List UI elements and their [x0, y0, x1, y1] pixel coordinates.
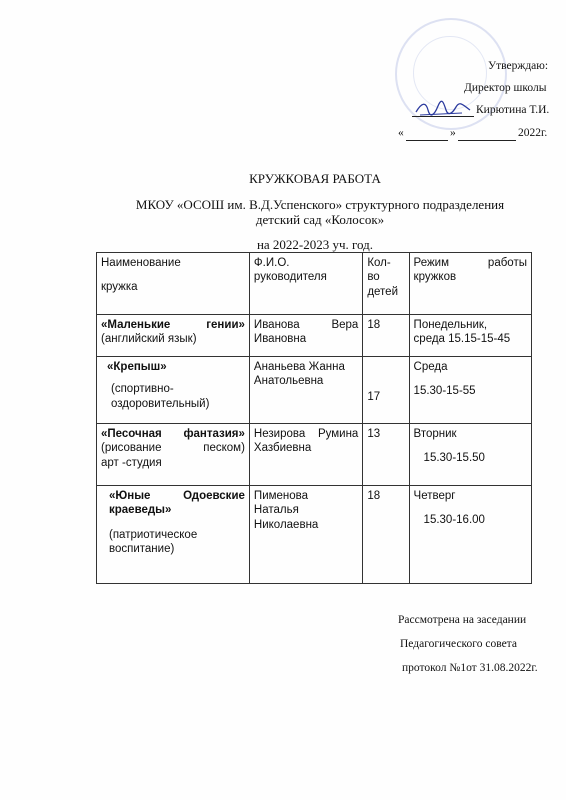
approval-position: Директор школы	[464, 82, 547, 94]
club-name-cell	[97, 424, 250, 486]
leader-line1: Незирова Румина	[253, 428, 359, 440]
club-name-cell	[97, 315, 250, 357]
club-name-cell	[97, 357, 250, 424]
header-leader	[249, 253, 362, 315]
header-name-line1: Наименование	[101, 257, 181, 269]
children-count: 17	[367, 391, 381, 403]
schedule-cell	[409, 424, 531, 486]
leader-line3: Николаевна	[253, 518, 319, 531]
header-name-line2: кружка	[101, 281, 138, 294]
leader-line2: Ивановна	[253, 333, 307, 346]
count-cell	[363, 357, 409, 424]
schedule-line1: Среда	[413, 361, 448, 373]
club-name: «Маленькие гении»	[101, 319, 245, 331]
leader-cell	[249, 315, 362, 357]
reviewed-note-line1: Рассмотрена на заседании	[398, 614, 527, 626]
header-club-name	[97, 253, 250, 315]
club-subtitle-line1: (патриотическое	[109, 528, 198, 541]
count-cell	[363, 424, 409, 486]
schedule-line1: Четверг	[413, 490, 456, 502]
leader-cell	[249, 357, 362, 424]
organization-line-2: детский сад «Колосок»	[255, 212, 385, 227]
table-row	[97, 486, 532, 584]
leader-line2: Наталья	[253, 504, 299, 517]
table-row	[97, 315, 532, 357]
date-open-quote: «	[398, 127, 404, 139]
reviewed-note-line2: Педагогического совета	[400, 638, 517, 650]
schedule-cell	[409, 315, 531, 357]
leader-line2: Хазбиевна	[253, 442, 312, 455]
header-schedule	[409, 253, 531, 315]
header-count-line3: детей	[367, 285, 398, 298]
count-cell	[363, 315, 409, 357]
club-name: «Крепыш»	[107, 361, 167, 373]
header-count-line2: во	[367, 271, 380, 284]
header-schedule-line1: Режим работы	[413, 257, 527, 269]
children-count: 18	[367, 319, 381, 331]
document-title: КРУЖКОВАЯ РАБОТА	[249, 171, 381, 186]
schedule-cell	[409, 357, 531, 424]
leader-cell	[249, 486, 362, 584]
signature-line	[412, 116, 474, 117]
club-name: «Песочная фантазия»	[101, 428, 245, 440]
schedule-line2: среда 15.15-15-45	[413, 333, 511, 346]
header-count-line1: Кол-	[367, 257, 391, 269]
schedule-cell	[409, 486, 531, 584]
table-row	[97, 424, 532, 486]
club-name-line1: «Юные Одоевские	[109, 490, 245, 502]
organization-line-1: МКОУ «ОСОШ им. В.Д.Успенского» структурного подразделения	[135, 197, 505, 212]
club-subtitle-line2: оздоровительный)	[111, 397, 210, 410]
header-leader-line2: руководителя	[253, 271, 327, 284]
header-schedule-line2: кружков	[413, 271, 457, 284]
schedule-line2: 15.30-16.00	[423, 514, 485, 527]
schedule-line2: 15.30-15.50	[423, 452, 485, 465]
leader-line1: Иванова Вера	[253, 319, 359, 331]
children-count: 18	[367, 490, 381, 502]
leader-line2: Анатольевна	[253, 375, 324, 388]
club-name-line2: краеведы»	[109, 504, 172, 517]
schedule-line1: Понедельник,	[413, 319, 488, 331]
club-subtitle-line2: арт -студия	[101, 456, 162, 469]
academic-year: на 2022-2023 уч. год.	[256, 237, 374, 252]
leader-cell	[249, 424, 362, 486]
table-header-row	[97, 253, 532, 315]
schedule-line1: Вторник	[413, 428, 457, 440]
table-row	[97, 357, 532, 424]
header-count	[363, 253, 409, 315]
header-leader-line1: Ф.И.О.	[253, 257, 290, 269]
date-close-quote: »	[450, 127, 456, 139]
approval-label: Утверждаю:	[488, 60, 549, 72]
club-subtitle-line1: (рисование песком)	[101, 442, 245, 455]
date-month-line	[458, 140, 516, 141]
children-count: 13	[367, 428, 381, 440]
date-day-line	[406, 140, 448, 141]
protocol-note: протокол №1от 31.08.2022г.	[402, 662, 538, 674]
schedule-line2: 15.30-15-55	[413, 385, 476, 398]
director-name: Кирютина Т.И.	[476, 104, 550, 116]
club-subtitle: (английский язык)	[101, 333, 197, 346]
clubs-table	[96, 252, 532, 584]
club-subtitle-line2: воспитание)	[109, 543, 175, 556]
count-cell	[363, 486, 409, 584]
club-subtitle-line1: (спортивно-	[111, 383, 174, 396]
date-year: 2022г.	[518, 127, 548, 139]
leader-line1: Пименова	[253, 490, 309, 502]
club-name-cell	[97, 486, 250, 584]
leader-line1: Ананьева Жанна	[253, 361, 345, 373]
